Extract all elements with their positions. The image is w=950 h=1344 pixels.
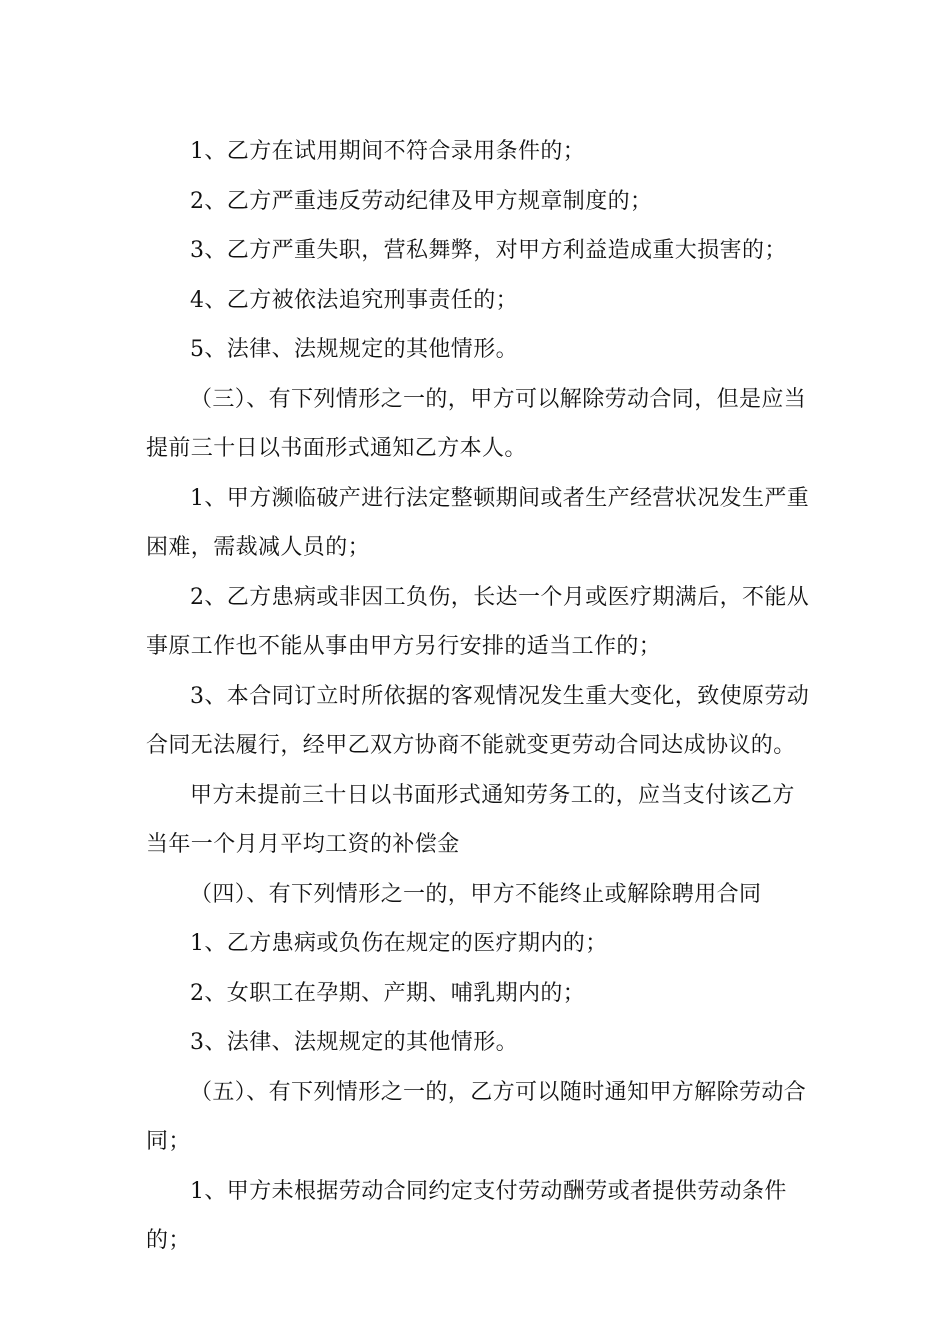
- paragraph: 2、乙方严重违反劳动纪律及甲方规章制度的；: [190, 188, 653, 214]
- paragraph: 甲方未提前三十日以书面形式通知劳务工的，应当支付该乙方当年一个月月平均工资的补偿金: [146, 782, 795, 857]
- paragraph: 2、女职工在孕期、产期、哺乳期内的；: [190, 980, 586, 1006]
- section-heading-paragraph: （四）、有下列情形之一的，甲方不能终止或解除聘用合同: [190, 881, 762, 907]
- section-heading-paragraph: （三）、有下列情形之一的，甲方可以解除劳动合同，但是应当提前三十日以书面形式通知乙方本人。: [146, 386, 807, 461]
- section-heading-paragraph: （五）、有下列情形之一的，乙方可以随时通知甲方解除劳动合同；: [146, 1079, 807, 1154]
- document-body: [146, 127, 810, 1266]
- paragraph: 3、法律、法规规定的其他情形。: [190, 1030, 518, 1055]
- paragraph: 1、乙方患病或负伤在规定的医疗期内的；: [190, 931, 608, 956]
- paragraph: 2、乙方患病或非因工负伤，长达一个月或医疗期满后，不能从事原工作也不能从事由甲方另行安排的适当工作的；: [146, 584, 810, 659]
- paragraph: 1、甲方未根据劳动合同约定支付劳动酬劳或者提供劳动条件的；: [146, 1178, 787, 1253]
- paragraph: 3、乙方严重失职，营私舞弊，对甲方利益造成重大损害的；: [190, 238, 787, 263]
- paragraph: 1、甲方濒临破产进行法定整顿期间或者生产经营状况发生严重困难，需裁减人员的；: [146, 485, 810, 560]
- paragraph: 3、本合同订立时所依据的客观情况发生重大变化，致使原劳动合同无法履行，经甲乙双方协商不能就变更劳动合同达成协议的。: [146, 683, 810, 758]
- paragraph: 1、乙方在试用期间不符合录用条件的；: [190, 139, 586, 164]
- paragraph: 5、法律、法规规定的其他情形。: [190, 337, 518, 362]
- paragraph: 4、乙方被依法追究刑事责任的；: [190, 287, 518, 313]
